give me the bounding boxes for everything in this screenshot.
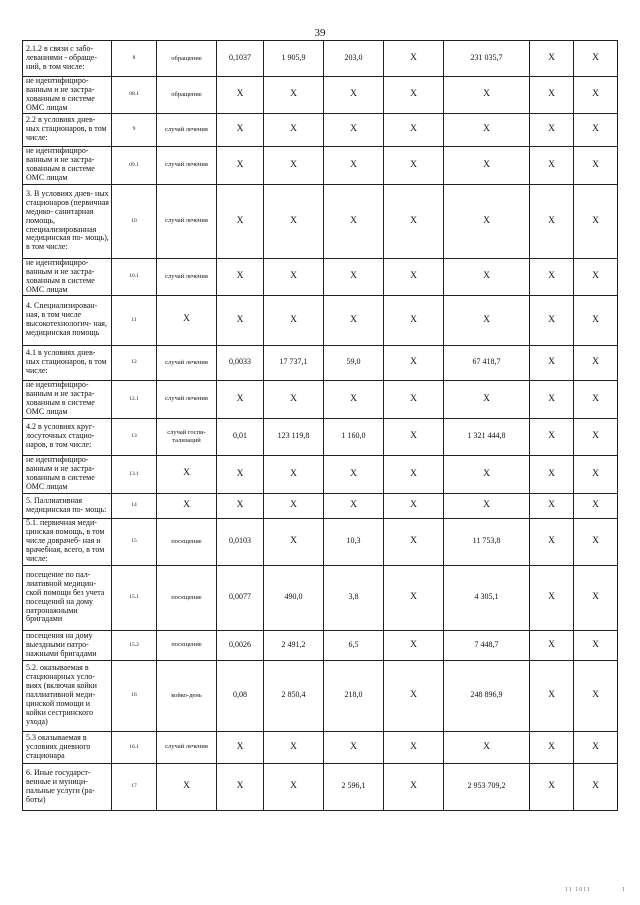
- table-row: [23, 184, 618, 258]
- table-row: [23, 763, 618, 810]
- row-name: 5.2. оказываемая в стационарных усло- виях (включая койки паллиативной меди- цинской помощи и койки сестринского ухода): [23, 660, 112, 731]
- row-value-7: X: [574, 418, 618, 455]
- row-name: 5.1. первичная меди- цинская помощь, в том числе доврачеб- ная и врачебная, всего, в том числе:: [23, 518, 112, 565]
- row-name: не идентифициро- ванным и не застра- хованным в системе ОМС лицам: [23, 258, 112, 295]
- row-value-1: 0,0077: [217, 565, 264, 630]
- table-row: [23, 77, 618, 114]
- row-value-3: 2 596,1: [324, 763, 384, 810]
- row-value-1: 0,0103: [217, 518, 264, 565]
- row-value-5: X: [444, 455, 530, 493]
- row-unit: посещение: [157, 630, 217, 660]
- row-code: 10.1: [112, 258, 157, 295]
- row-value-2: X: [264, 763, 324, 810]
- row-unit: X: [157, 455, 217, 493]
- row-value-4: X: [384, 41, 444, 77]
- row-unit: X: [157, 493, 217, 518]
- row-value-1: X: [217, 295, 264, 345]
- row-name: 4.2 в условиях круг- лосуточных стацио- наров, в том числе:: [23, 418, 112, 455]
- row-unit: случай лечения: [157, 731, 217, 763]
- row-code: 16: [112, 660, 157, 731]
- row-unit: случай лечения: [157, 113, 217, 146]
- row-value-3: 3,8: [324, 565, 384, 630]
- row-value-5: 4 305,1: [444, 565, 530, 630]
- row-unit: X: [157, 295, 217, 345]
- row-value-4: X: [384, 731, 444, 763]
- row-value-6: X: [530, 630, 574, 660]
- page-number: 39: [314, 27, 326, 39]
- row-code: 10: [112, 184, 157, 258]
- row-value-2: X: [264, 731, 324, 763]
- row-value-5: 11 753,8: [444, 518, 530, 565]
- row-value-4: X: [384, 418, 444, 455]
- row-value-7: X: [574, 630, 618, 660]
- row-value-1: X: [217, 731, 264, 763]
- table-row: [23, 565, 618, 630]
- row-value-5: 1 321 444,8: [444, 418, 530, 455]
- row-value-7: X: [574, 77, 618, 114]
- row-value-1: 0,08: [217, 660, 264, 731]
- row-code: 11: [112, 295, 157, 345]
- row-value-4: X: [384, 345, 444, 380]
- row-name: 5.3 оказываемая в условиях дневного стационара: [23, 731, 112, 763]
- row-value-1: X: [217, 113, 264, 146]
- row-name: посещение по пал- лиативной медицин- ской помощи без учета посещений на дому патронажными бригадами: [23, 565, 112, 630]
- row-unit: обращение: [157, 41, 217, 77]
- row-value-4: X: [384, 258, 444, 295]
- row-value-7: X: [574, 258, 618, 295]
- row-value-4: X: [384, 630, 444, 660]
- row-code: 12.1: [112, 380, 157, 418]
- row-code: 09.1: [112, 146, 157, 184]
- row-value-6: X: [530, 113, 574, 146]
- row-value-3: 1 160,0: [324, 418, 384, 455]
- table-row: [23, 113, 618, 146]
- row-value-7: X: [574, 518, 618, 565]
- row-value-7: X: [574, 41, 618, 77]
- row-value-5: X: [444, 77, 530, 114]
- row-value-4: X: [384, 565, 444, 630]
- row-value-3: X: [324, 184, 384, 258]
- row-value-5: 231 035,7: [444, 41, 530, 77]
- row-value-1: X: [217, 380, 264, 418]
- row-unit: посещение: [157, 518, 217, 565]
- row-value-6: X: [530, 518, 574, 565]
- table-row: [23, 146, 618, 184]
- row-code: 08.1: [112, 77, 157, 114]
- row-value-7: X: [574, 345, 618, 380]
- row-value-4: X: [384, 660, 444, 731]
- footer-mark-2: 1: [622, 887, 625, 893]
- row-value-1: 0,01: [217, 418, 264, 455]
- row-code: 16.1: [112, 731, 157, 763]
- row-value-5: X: [444, 184, 530, 258]
- table-row: [23, 418, 618, 455]
- row-value-1: X: [217, 146, 264, 184]
- row-code: 17: [112, 763, 157, 810]
- row-value-6: X: [530, 380, 574, 418]
- table-row: [23, 345, 618, 380]
- row-value-3: 6,5: [324, 630, 384, 660]
- row-value-3: X: [324, 295, 384, 345]
- row-value-1: 0,0026: [217, 630, 264, 660]
- row-value-3: X: [324, 493, 384, 518]
- row-unit: койко-день: [157, 660, 217, 731]
- row-unit: случай госпи- тализаций: [157, 418, 217, 455]
- row-value-6: X: [530, 418, 574, 455]
- row-value-4: X: [384, 184, 444, 258]
- row-unit: случай лечения: [157, 184, 217, 258]
- row-value-5: X: [444, 493, 530, 518]
- row-value-3: X: [324, 455, 384, 493]
- row-value-2: X: [264, 518, 324, 565]
- row-value-5: X: [444, 731, 530, 763]
- row-value-1: 0,0033: [217, 345, 264, 380]
- row-value-1: X: [217, 493, 264, 518]
- row-code: 9: [112, 113, 157, 146]
- row-unit: посещение: [157, 565, 217, 630]
- row-name: 6. Иные государст- венные и муници- пальные услуги (ра- боты): [23, 763, 112, 810]
- row-name: 2.1.2 в связи с забо- леваниями - обраще- ний, в том числе:: [23, 41, 112, 77]
- footer-mark: 11 1011: [565, 887, 592, 893]
- row-value-2: 123 119,8: [264, 418, 324, 455]
- row-value-1: X: [217, 77, 264, 114]
- row-value-5: X: [444, 258, 530, 295]
- table-row: [23, 41, 618, 77]
- row-value-3: X: [324, 77, 384, 114]
- row-unit: случай лечения: [157, 258, 217, 295]
- row-code: 12: [112, 345, 157, 380]
- row-value-1: X: [217, 455, 264, 493]
- row-value-2: 17 737,1: [264, 345, 324, 380]
- row-value-6: X: [530, 731, 574, 763]
- row-value-2: X: [264, 113, 324, 146]
- row-value-7: X: [574, 113, 618, 146]
- row-value-7: X: [574, 146, 618, 184]
- row-value-5: X: [444, 146, 530, 184]
- table-row: [23, 630, 618, 660]
- row-value-2: X: [264, 77, 324, 114]
- row-value-3: 218,0: [324, 660, 384, 731]
- table-row: [23, 295, 618, 345]
- row-value-2: 2 491,2: [264, 630, 324, 660]
- row-value-5: X: [444, 380, 530, 418]
- table-row: [23, 493, 618, 518]
- row-name: не идентифициро- ванным и не застра- хованным в системе ОМС лицам: [23, 380, 112, 418]
- row-value-4: X: [384, 763, 444, 810]
- row-name: 2.2 в условиях днев- ных стационаров, в том числе:: [23, 113, 112, 146]
- row-value-2: X: [264, 295, 324, 345]
- table-row: [23, 660, 618, 731]
- row-value-4: X: [384, 295, 444, 345]
- row-code: 13.1: [112, 455, 157, 493]
- row-value-3: X: [324, 380, 384, 418]
- row-value-1: X: [217, 763, 264, 810]
- row-value-7: X: [574, 731, 618, 763]
- row-value-6: X: [530, 146, 574, 184]
- row-value-6: X: [530, 41, 574, 77]
- row-name: не идентифициро- ванным и не застра- хованным в системе ОМС лицам: [23, 455, 112, 493]
- row-value-7: X: [574, 455, 618, 493]
- row-value-3: X: [324, 113, 384, 146]
- row-value-5: X: [444, 113, 530, 146]
- row-value-3: X: [324, 146, 384, 184]
- row-value-6: X: [530, 258, 574, 295]
- row-value-2: 2 850,4: [264, 660, 324, 731]
- row-value-7: X: [574, 493, 618, 518]
- row-value-7: X: [574, 295, 618, 345]
- row-unit: X: [157, 763, 217, 810]
- row-code: 15: [112, 518, 157, 565]
- row-value-2: 1 905,9: [264, 41, 324, 77]
- row-value-4: X: [384, 518, 444, 565]
- row-name: посещения на дому выездными патро- нажными бригадами: [23, 630, 112, 660]
- row-value-6: X: [530, 345, 574, 380]
- table-row: [23, 518, 618, 565]
- row-value-5: 7 448,7: [444, 630, 530, 660]
- row-code: 8: [112, 41, 157, 77]
- row-name: 3. В условиях днев- ных стационаров (первичная медико- санитарная помощь, специализированная медицинская по- мощь), в том числе:: [23, 184, 112, 258]
- row-unit: случай лечения: [157, 146, 217, 184]
- row-value-3: X: [324, 258, 384, 295]
- row-value-1: X: [217, 258, 264, 295]
- row-code: 15.2: [112, 630, 157, 660]
- row-value-7: X: [574, 763, 618, 810]
- row-value-2: X: [264, 184, 324, 258]
- row-value-1: X: [217, 184, 264, 258]
- row-value-6: X: [530, 660, 574, 731]
- row-value-2: X: [264, 493, 324, 518]
- row-value-7: X: [574, 380, 618, 418]
- table-row: [23, 258, 618, 295]
- table-row: [23, 380, 618, 418]
- row-name: 5. Паллиативная медицинская по- мощь:: [23, 493, 112, 518]
- row-value-2: 490,0: [264, 565, 324, 630]
- row-value-5: X: [444, 295, 530, 345]
- row-value-5: 248 896,9: [444, 660, 530, 731]
- medical-care-table: [22, 40, 618, 811]
- row-value-3: 10,3: [324, 518, 384, 565]
- row-value-2: X: [264, 380, 324, 418]
- row-code: 14: [112, 493, 157, 518]
- row-value-4: X: [384, 455, 444, 493]
- row-value-6: X: [530, 565, 574, 630]
- row-value-6: X: [530, 493, 574, 518]
- table-row: [23, 455, 618, 493]
- row-value-7: X: [574, 565, 618, 630]
- row-value-2: X: [264, 455, 324, 493]
- row-unit: случай лечения: [157, 345, 217, 380]
- row-name: 4.1 в условиях днев- ных стационаров, в том числе:: [23, 345, 112, 380]
- row-value-5: 67 418,7: [444, 345, 530, 380]
- row-name: 4. Специализирован- ная, в том числе высокотехнологич- ная, медицинская помощь: [23, 295, 112, 345]
- row-value-3: X: [324, 731, 384, 763]
- row-value-1: 0,1037: [217, 41, 264, 77]
- row-value-6: X: [530, 763, 574, 810]
- row-value-6: X: [530, 295, 574, 345]
- row-code: 15.1: [112, 565, 157, 630]
- row-value-5: 2 953 709,2: [444, 763, 530, 810]
- row-value-2: X: [264, 146, 324, 184]
- row-value-6: X: [530, 77, 574, 114]
- row-value-4: X: [384, 493, 444, 518]
- row-value-3: 203,0: [324, 41, 384, 77]
- table-body: [23, 41, 618, 811]
- row-value-3: 59,0: [324, 345, 384, 380]
- row-value-6: X: [530, 184, 574, 258]
- row-code: 13: [112, 418, 157, 455]
- row-name: не идентифициро- ванным и не застра- хованным в системе ОМС лицам: [23, 77, 112, 114]
- row-name: не идентифициро- ванным и не застра- хованным в системе ОМС лицам: [23, 146, 112, 184]
- row-value-7: X: [574, 184, 618, 258]
- row-value-2: X: [264, 258, 324, 295]
- row-value-4: X: [384, 77, 444, 114]
- row-value-4: X: [384, 380, 444, 418]
- row-value-6: X: [530, 455, 574, 493]
- table-row: [23, 731, 618, 763]
- row-value-4: X: [384, 113, 444, 146]
- row-unit: обращение: [157, 77, 217, 114]
- row-value-7: X: [574, 660, 618, 731]
- row-unit: случай лечения: [157, 380, 217, 418]
- row-value-4: X: [384, 146, 444, 184]
